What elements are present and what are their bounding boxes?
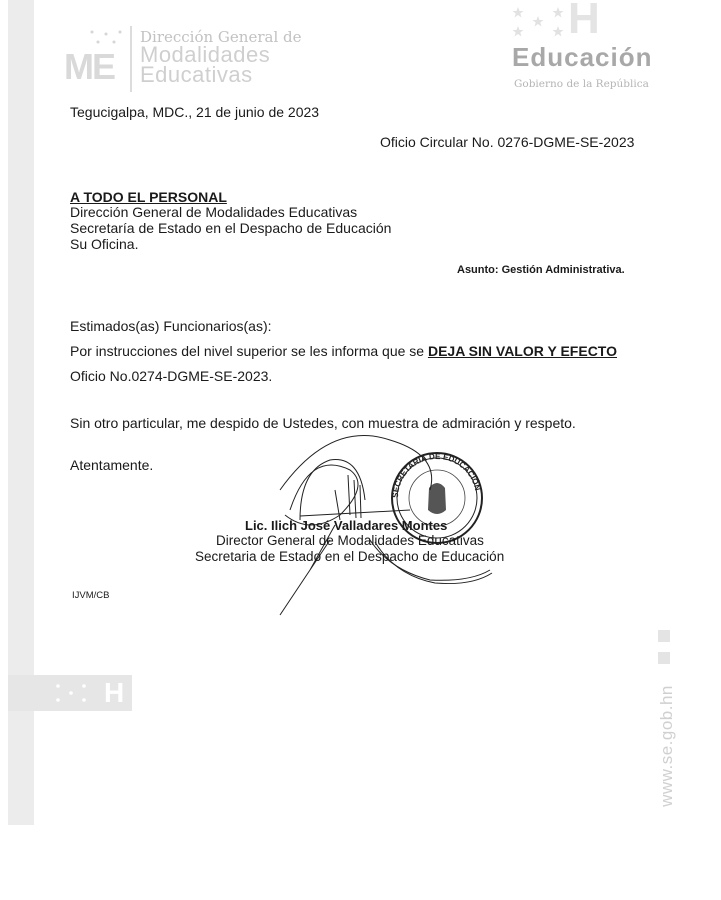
closing-paragraph: Sin otro particular, me despido de Ustedes, con muestra de admiración y respeto. — [70, 415, 576, 431]
recipient-line: Secretaría de Estado en el Despacho de Educación — [70, 220, 392, 236]
h-mark: H — [568, 0, 600, 43]
subject-line: Asunto: Gestión Administrativa. — [457, 264, 625, 276]
body-reference: Oficio No.0274-DGME-SE-2023. — [70, 368, 273, 384]
place-date: Tegucigalpa, MDC., 21 de junio de 2023 — [70, 104, 320, 120]
body-paragraph — [70, 343, 617, 359]
logo-title: Educación — [512, 42, 653, 72]
website-footer — [654, 640, 674, 810]
signatory-name: Lic. Ilich José Valladares Montes — [245, 518, 448, 533]
dgme-logo — [64, 28, 304, 92]
educacion-logo — [510, 2, 690, 94]
signatory-title: Director General de Modalidades Educativas — [216, 533, 484, 548]
website-url: www.se.gob.hn — [657, 685, 676, 807]
recipient-line: Dirección General de Modalidades Educativas — [70, 204, 358, 220]
logo-line-2: Modalidades — [140, 42, 271, 67]
logo-divider — [130, 26, 132, 92]
logo-line-3: Educativas — [140, 62, 253, 87]
decorative-square — [658, 652, 670, 664]
me-mark: ME — [64, 46, 114, 87]
initials: IJVM/CB — [72, 590, 110, 601]
body-text: Por instrucciones del nivel superior se les informa que se — [70, 343, 425, 359]
footer-banner — [8, 675, 132, 711]
body-emphasis: DEJA SIN VALOR Y EFECTO — [427, 343, 617, 359]
closing: Atentamente. — [70, 457, 154, 473]
seal-text: SECRETARIA DE EDUCACIÓN — [390, 451, 483, 499]
document-reference: Oficio Circular No. 0276-DGME-SE-2023 — [380, 134, 635, 150]
decorative-square — [658, 630, 670, 642]
signatory-institution: Secretaria de Estado en el Despacho de Educación — [195, 549, 505, 564]
stars-icon — [54, 681, 90, 705]
banner-h-mark: H — [104, 677, 125, 708]
stars-icon — [510, 4, 570, 38]
recipient-line: Su Oficina. — [70, 236, 139, 252]
logo-subtitle: Gobierno de la República — [514, 78, 649, 90]
recipient-heading: A TODO EL PERSONAL — [70, 189, 227, 205]
salutation: Estimados(as) Funcionarios(as): — [70, 318, 272, 334]
logo-line-1: Dirección General de — [140, 28, 302, 46]
